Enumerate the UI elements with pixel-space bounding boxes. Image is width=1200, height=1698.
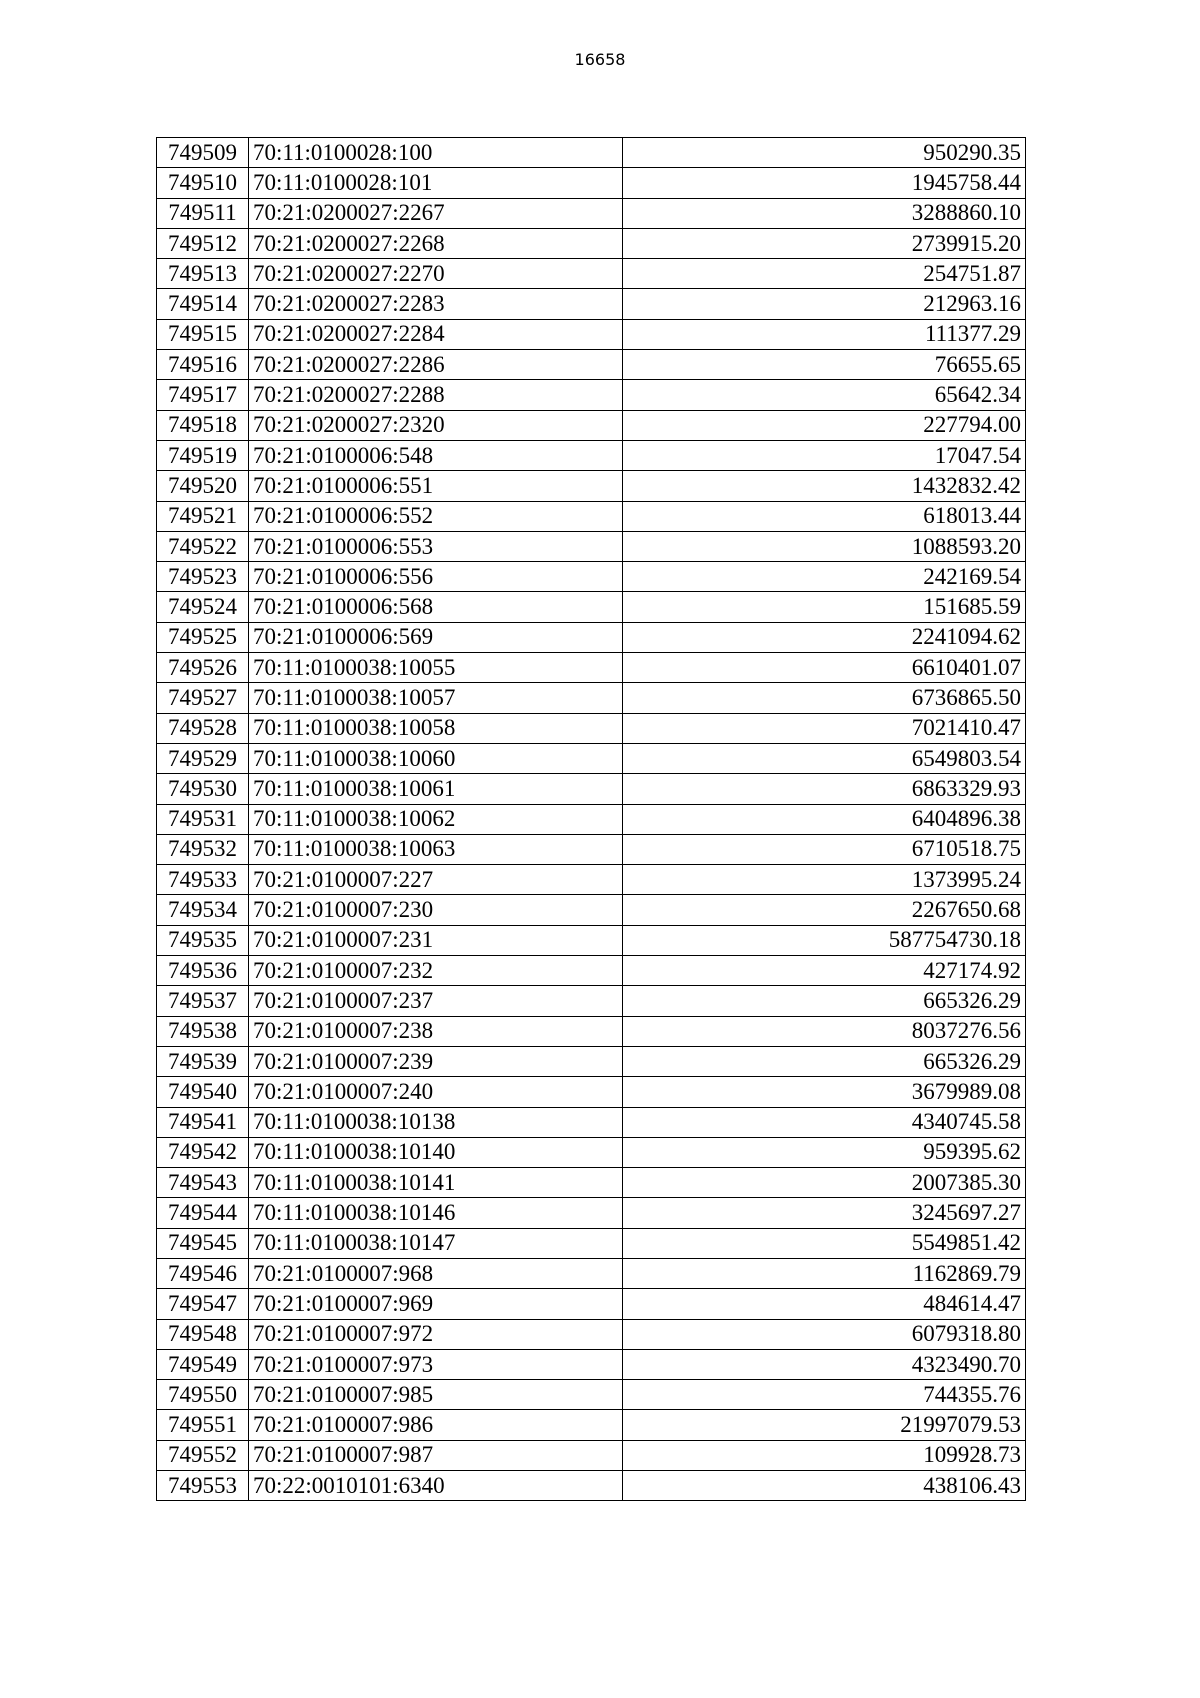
row-number-cell: 749544 <box>157 1198 249 1228</box>
table-row <box>157 865 1026 895</box>
table-body <box>157 138 1026 1501</box>
cadastral-number-cell: 70:21:0100007:238 <box>249 1016 623 1046</box>
cadastral-value-cell: 744355.76 <box>623 1380 1026 1410</box>
table-row <box>157 228 1026 258</box>
cadastral-number-cell: 70:21:0200027:2286 <box>249 350 623 380</box>
cadastral-number-cell: 70:21:0100007:972 <box>249 1319 623 1349</box>
table-row <box>157 1228 1026 1258</box>
table-row <box>157 1198 1026 1228</box>
row-number-cell: 749553 <box>157 1471 249 1501</box>
cadastral-value-cell: 6079318.80 <box>623 1319 1026 1349</box>
cadastral-number-cell: 70:21:0100006:552 <box>249 501 623 531</box>
row-number-cell: 749535 <box>157 925 249 955</box>
cadastral-number-cell: 70:21:0100007:973 <box>249 1349 623 1379</box>
table-row <box>157 1410 1026 1440</box>
cadastral-value-cell: 109928.73 <box>623 1440 1026 1470</box>
table-row <box>157 743 1026 773</box>
cadastral-number-cell: 70:21:0100006:551 <box>249 471 623 501</box>
row-number-cell: 749526 <box>157 653 249 683</box>
table-row <box>157 925 1026 955</box>
table-row <box>157 956 1026 986</box>
cadastral-value-cell: 4340745.58 <box>623 1107 1026 1137</box>
row-number-cell: 749516 <box>157 350 249 380</box>
cadastral-number-cell: 70:21:0100007:230 <box>249 895 623 925</box>
cadastral-value-cell: 959395.62 <box>623 1137 1026 1167</box>
cadastral-value-cell: 484614.47 <box>623 1289 1026 1319</box>
row-number-cell: 749537 <box>157 986 249 1016</box>
row-number-cell: 749515 <box>157 319 249 349</box>
cadastral-number-cell: 70:21:0100007:227 <box>249 865 623 895</box>
row-number-cell: 749519 <box>157 440 249 470</box>
table-row <box>157 1440 1026 1470</box>
row-number-cell: 749514 <box>157 289 249 319</box>
row-number-cell: 749518 <box>157 410 249 440</box>
row-number-cell: 749545 <box>157 1228 249 1258</box>
cadastral-number-cell: 70:11:0100038:10140 <box>249 1137 623 1167</box>
table-row <box>157 440 1026 470</box>
cadastral-value-cell: 950290.35 <box>623 138 1026 168</box>
cadastral-value-cell: 6736865.50 <box>623 683 1026 713</box>
table-row <box>157 471 1026 501</box>
table-row <box>157 138 1026 168</box>
cadastral-number-cell: 70:21:0100007:240 <box>249 1077 623 1107</box>
table-row <box>157 259 1026 289</box>
row-number-cell: 749513 <box>157 259 249 289</box>
table-row <box>157 1077 1026 1107</box>
cadastral-value-cell: 1432832.42 <box>623 471 1026 501</box>
cadastral-number-cell: 70:11:0100038:10063 <box>249 834 623 864</box>
cadastral-value-table <box>156 137 1026 1501</box>
row-number-cell: 749520 <box>157 471 249 501</box>
table-row <box>157 713 1026 743</box>
cadastral-value-cell: 17047.54 <box>623 440 1026 470</box>
table-row <box>157 562 1026 592</box>
table-row <box>157 1046 1026 1076</box>
cadastral-number-cell: 70:11:0100038:10062 <box>249 804 623 834</box>
cadastral-number-cell: 70:21:0100007:986 <box>249 1410 623 1440</box>
cadastral-number-cell: 70:21:0100007:969 <box>249 1289 623 1319</box>
row-number-cell: 749530 <box>157 774 249 804</box>
table-row <box>157 1349 1026 1379</box>
table-row <box>157 774 1026 804</box>
row-number-cell: 749521 <box>157 501 249 531</box>
cadastral-number-cell: 70:21:0200027:2288 <box>249 380 623 410</box>
cadastral-value-cell: 6404896.38 <box>623 804 1026 834</box>
cadastral-value-cell: 151685.59 <box>623 592 1026 622</box>
table-row <box>157 1168 1026 1198</box>
cadastral-number-cell: 70:21:0200027:2270 <box>249 259 623 289</box>
table-row <box>157 986 1026 1016</box>
table-row <box>157 501 1026 531</box>
cadastral-value-cell: 3245697.27 <box>623 1198 1026 1228</box>
table-row <box>157 410 1026 440</box>
row-number-cell: 749527 <box>157 683 249 713</box>
cadastral-number-cell: 70:21:0100006:556 <box>249 562 623 592</box>
cadastral-value-cell: 6549803.54 <box>623 743 1026 773</box>
cadastral-value-cell: 7021410.47 <box>623 713 1026 743</box>
cadastral-value-cell: 618013.44 <box>623 501 1026 531</box>
cadastral-number-cell: 70:11:0100038:10146 <box>249 1198 623 1228</box>
table-row <box>157 289 1026 319</box>
cadastral-value-cell: 254751.87 <box>623 259 1026 289</box>
cadastral-number-cell: 70:11:0100028:100 <box>249 138 623 168</box>
cadastral-value-cell: 2739915.20 <box>623 228 1026 258</box>
row-number-cell: 749540 <box>157 1077 249 1107</box>
cadastral-value-cell: 6863329.93 <box>623 774 1026 804</box>
cadastral-value-cell: 587754730.18 <box>623 925 1026 955</box>
cadastral-value-cell: 1945758.44 <box>623 168 1026 198</box>
table-row <box>157 1258 1026 1288</box>
cadastral-number-cell: 70:21:0100007:237 <box>249 986 623 1016</box>
cadastral-value-cell: 2267650.68 <box>623 895 1026 925</box>
cadastral-number-cell: 70:11:0100038:10060 <box>249 743 623 773</box>
table-row <box>157 350 1026 380</box>
table-row <box>157 319 1026 349</box>
cadastral-number-cell: 70:21:0100007:987 <box>249 1440 623 1470</box>
row-number-cell: 749532 <box>157 834 249 864</box>
table-row <box>157 531 1026 561</box>
cadastral-value-cell: 427174.92 <box>623 956 1026 986</box>
cadastral-number-cell: 70:21:0100007:985 <box>249 1380 623 1410</box>
cadastral-number-cell: 70:11:0100038:10058 <box>249 713 623 743</box>
table-row <box>157 1471 1026 1501</box>
cadastral-number-cell: 70:21:0100006:569 <box>249 622 623 652</box>
row-number-cell: 749551 <box>157 1410 249 1440</box>
cadastral-value-cell: 3679989.08 <box>623 1077 1026 1107</box>
row-number-cell: 749543 <box>157 1168 249 1198</box>
cadastral-value-cell: 665326.29 <box>623 1046 1026 1076</box>
cadastral-number-cell: 70:21:0100006:548 <box>249 440 623 470</box>
row-number-cell: 749525 <box>157 622 249 652</box>
table-row <box>157 653 1026 683</box>
row-number-cell: 749510 <box>157 168 249 198</box>
cadastral-value-cell: 1088593.20 <box>623 531 1026 561</box>
cadastral-number-cell: 70:11:0100038:10055 <box>249 653 623 683</box>
cadastral-number-cell: 70:21:0200027:2268 <box>249 228 623 258</box>
cadastral-number-cell: 70:11:0100028:101 <box>249 168 623 198</box>
cadastral-value-cell: 1162869.79 <box>623 1258 1026 1288</box>
row-number-cell: 749517 <box>157 380 249 410</box>
page-number: 16658 <box>574 50 626 69</box>
cadastral-number-cell: 70:11:0100038:10147 <box>249 1228 623 1258</box>
table-row <box>157 1016 1026 1046</box>
row-number-cell: 749541 <box>157 1107 249 1137</box>
cadastral-number-cell: 70:21:0200027:2267 <box>249 198 623 228</box>
cadastral-value-cell: 65642.34 <box>623 380 1026 410</box>
cadastral-number-cell: 70:11:0100038:10057 <box>249 683 623 713</box>
cadastral-value-cell: 242169.54 <box>623 562 1026 592</box>
table-row <box>157 804 1026 834</box>
table-row <box>157 683 1026 713</box>
table-row <box>157 1289 1026 1319</box>
row-number-cell: 749531 <box>157 804 249 834</box>
cadastral-value-cell: 76655.65 <box>623 350 1026 380</box>
cadastral-number-cell: 70:22:0010101:6340 <box>249 1471 623 1501</box>
row-number-cell: 749512 <box>157 228 249 258</box>
cadastral-number-cell: 70:21:0100007:232 <box>249 956 623 986</box>
row-number-cell: 749552 <box>157 1440 249 1470</box>
table-row <box>157 1319 1026 1349</box>
cadastral-number-cell: 70:11:0100038:10141 <box>249 1168 623 1198</box>
row-number-cell: 749529 <box>157 743 249 773</box>
row-number-cell: 749522 <box>157 531 249 561</box>
row-number-cell: 749524 <box>157 592 249 622</box>
cadastral-value-cell: 212963.16 <box>623 289 1026 319</box>
cadastral-value-cell: 665326.29 <box>623 986 1026 1016</box>
cadastral-number-cell: 70:21:0200027:2320 <box>249 410 623 440</box>
cadastral-value-cell: 8037276.56 <box>623 1016 1026 1046</box>
row-number-cell: 749536 <box>157 956 249 986</box>
row-number-cell: 749528 <box>157 713 249 743</box>
cadastral-value-cell: 21997079.53 <box>623 1410 1026 1440</box>
row-number-cell: 749523 <box>157 562 249 592</box>
cadastral-number-cell: 70:21:0200027:2283 <box>249 289 623 319</box>
table-row <box>157 622 1026 652</box>
cadastral-value-cell: 1373995.24 <box>623 865 1026 895</box>
row-number-cell: 749546 <box>157 1258 249 1288</box>
cadastral-value-cell: 4323490.70 <box>623 1349 1026 1379</box>
table-row <box>157 198 1026 228</box>
cadastral-value-cell: 3288860.10 <box>623 198 1026 228</box>
table-row <box>157 895 1026 925</box>
row-number-cell: 749547 <box>157 1289 249 1319</box>
row-number-cell: 749509 <box>157 138 249 168</box>
cadastral-number-cell: 70:11:0100038:10138 <box>249 1107 623 1137</box>
row-number-cell: 749533 <box>157 865 249 895</box>
cadastral-number-cell: 70:21:0100006:568 <box>249 592 623 622</box>
row-number-cell: 749542 <box>157 1137 249 1167</box>
table-row <box>157 1380 1026 1410</box>
cadastral-value-cell: 2007385.30 <box>623 1168 1026 1198</box>
cadastral-value-cell: 6710518.75 <box>623 834 1026 864</box>
row-number-cell: 749548 <box>157 1319 249 1349</box>
cadastral-value-cell: 111377.29 <box>623 319 1026 349</box>
table-row <box>157 168 1026 198</box>
cadastral-value-cell: 2241094.62 <box>623 622 1026 652</box>
cadastral-value-cell: 438106.43 <box>623 1471 1026 1501</box>
table-row <box>157 1107 1026 1137</box>
cadastral-number-cell: 70:21:0200027:2284 <box>249 319 623 349</box>
row-number-cell: 749539 <box>157 1046 249 1076</box>
cadastral-value-cell: 227794.00 <box>623 410 1026 440</box>
row-number-cell: 749511 <box>157 198 249 228</box>
row-number-cell: 749549 <box>157 1349 249 1379</box>
table-row <box>157 1137 1026 1167</box>
cadastral-value-cell: 6610401.07 <box>623 653 1026 683</box>
cadastral-number-cell: 70:11:0100038:10061 <box>249 774 623 804</box>
cadastral-number-cell: 70:21:0100006:553 <box>249 531 623 561</box>
cadastral-number-cell: 70:21:0100007:231 <box>249 925 623 955</box>
table-row <box>157 834 1026 864</box>
row-number-cell: 749550 <box>157 1380 249 1410</box>
table-row <box>157 592 1026 622</box>
cadastral-number-cell: 70:21:0100007:968 <box>249 1258 623 1288</box>
cadastral-number-cell: 70:21:0100007:239 <box>249 1046 623 1076</box>
row-number-cell: 749534 <box>157 895 249 925</box>
row-number-cell: 749538 <box>157 1016 249 1046</box>
cadastral-value-cell: 5549851.42 <box>623 1228 1026 1258</box>
table-row <box>157 380 1026 410</box>
